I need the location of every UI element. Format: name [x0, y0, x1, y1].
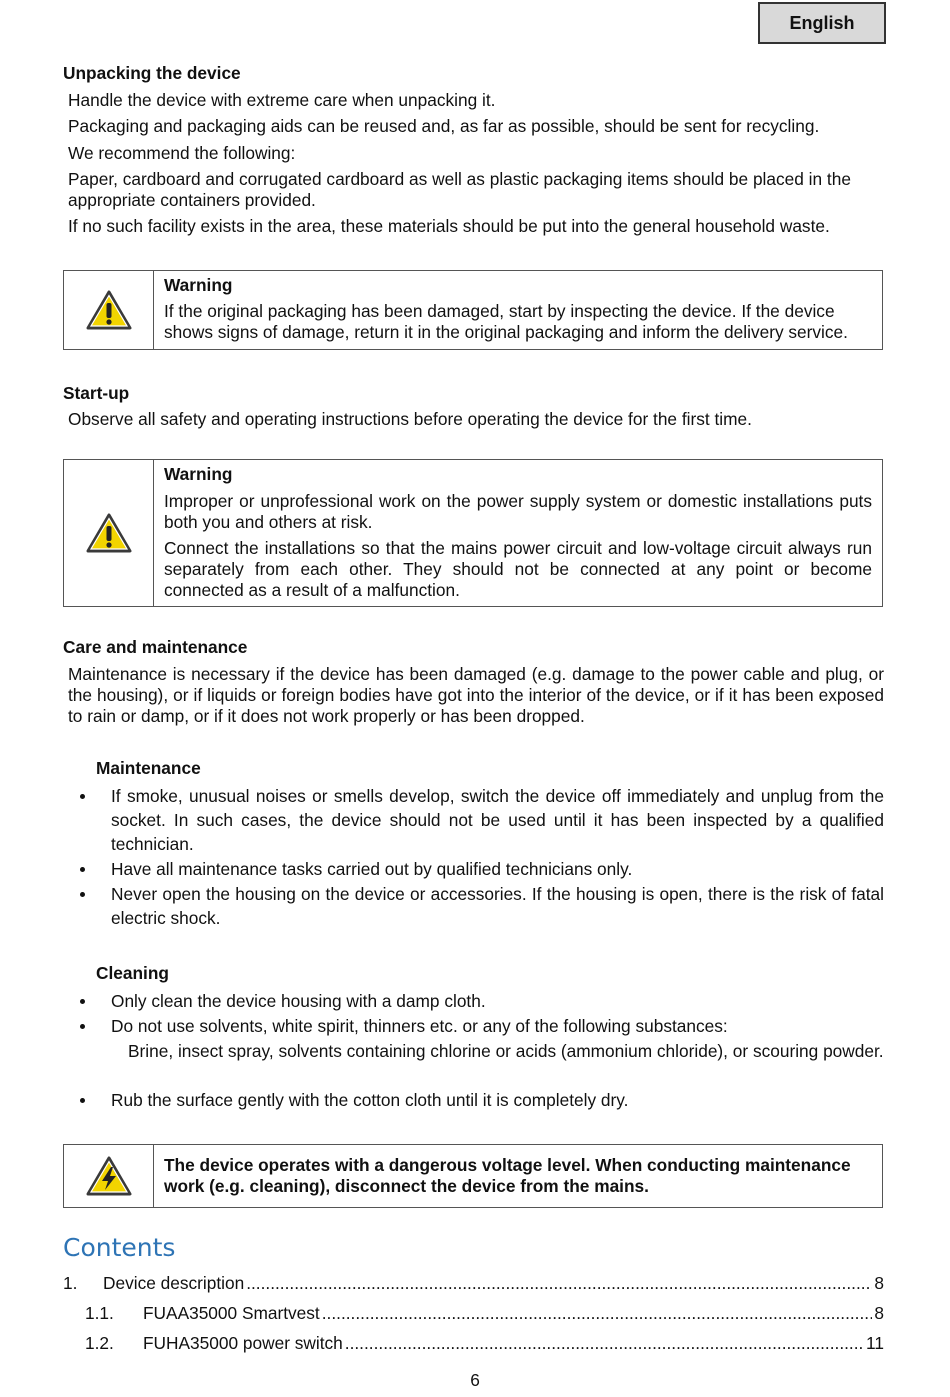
toc-entry-number: 1.2. — [85, 1333, 114, 1353]
list-item: Rub the surface gently with the cotton cloth until it is completely dry. — [68, 1088, 884, 1112]
warning-box-power-supply — [63, 459, 883, 607]
toc-entry[interactable] — [85, 1303, 884, 1324]
list-item: Never open the housing on the device or accessories. If the housing is open, there is the risk of fatal electric shock. — [68, 882, 884, 930]
unpacking-paragraph-1: Handle the device with extreme care when unpacking it. — [68, 90, 496, 110]
warning-text-1: Improper or unprofessional work on the power supply system or domestic installations puts both you and others at risk. — [164, 491, 872, 532]
toc-entry-page: 11 — [866, 1333, 884, 1353]
warning-icon-cell — [64, 460, 154, 606]
list-item: If smoke, unusual noises or smells develop, switch the device off immediately and unplug from the socket. In such cases, the device should not be used until it has been inspected by a qualified technician. — [68, 784, 884, 856]
toc-entry-label: Device description — [103, 1273, 245, 1293]
high-voltage-icon — [85, 1155, 133, 1197]
warning-triangle-icon — [85, 289, 133, 331]
cleaning-list-continued — [68, 1088, 884, 1113]
voltage-warning-text: The device operates with a dangerous voltage level. When conducting maintenance work (e.g. cleaning), disconnect the device from the mains. — [164, 1155, 851, 1196]
unpacking-paragraph-4: Paper, cardboard and corrugated cardboard as well as plastic packaging items should be placed in the appropriate containers provided. — [68, 169, 851, 210]
startup-paragraph: Observe all safety and operating instructions before operating the device for the first time. — [68, 409, 752, 429]
care-heading: Care and maintenance — [63, 637, 248, 657]
warning-title: Warning — [164, 464, 233, 484]
care-paragraph: Maintenance is necessary if the device has been damaged (e.g. damage to the power cable and plug, or the housing), or if liquids or foreign bodies have got into the interior of the device, or if it has been exposed to rain or damp, or if it does not work properly or has been dropped. — [68, 664, 884, 726]
cleaning-list — [68, 989, 884, 1039]
page-number: 6 — [470, 1370, 480, 1390]
toc-entry-label: FUHA35000 power switch — [143, 1333, 343, 1353]
unpacking-paragraph-2: Packaging and packaging aids can be reused and, as far as possible, should be sent for recycling. — [68, 116, 820, 136]
unpacking-heading: Unpacking the device — [63, 63, 241, 83]
toc-dot-leader — [345, 1333, 864, 1354]
toc-entry[interactable] — [63, 1273, 884, 1294]
toc-entry-label: FUAA35000 Smartvest — [143, 1303, 320, 1323]
toc-dot-leader — [246, 1273, 872, 1294]
warning-icon-cell — [64, 271, 154, 349]
warning-title: Warning — [164, 275, 233, 295]
startup-heading: Start-up — [63, 383, 130, 403]
toc-entry-number: 1. — [63, 1273, 78, 1293]
toc-dot-leader — [322, 1303, 873, 1324]
toc-entry-page: 8 — [874, 1273, 884, 1293]
toc-entry-page: 8 — [874, 1303, 884, 1323]
language-tab: English — [758, 2, 886, 44]
unpacking-paragraph-5: If no such facility exists in the area, these materials should be put into the general household waste. — [68, 216, 830, 236]
warning-icon-cell — [64, 1145, 154, 1207]
cleaning-substances-note: Brine, insect spray, solvents containing chlorine or acids (ammonium chloride), or scouring powder. — [128, 1041, 884, 1061]
maintenance-heading: Maintenance — [96, 758, 201, 778]
list-item: Only clean the device housing with a damp cloth. — [68, 989, 884, 1013]
warning-text-2: Connect the installations so that the mains power circuit and low-voltage circuit always run separately from each other. They should not be connected at any point or become connected as a result of a malfunction. — [164, 538, 872, 600]
warning-triangle-icon — [85, 512, 133, 554]
toc-entry-number: 1.1. — [85, 1303, 114, 1323]
warning-text: If the original packaging has been damaged, start by inspecting the device. If the device shows signs of damage, return it in the original packaging and inform the delivery service. — [164, 301, 848, 342]
toc-entry[interactable] — [85, 1333, 884, 1354]
cleaning-heading: Cleaning — [96, 963, 169, 983]
voltage-warning-box — [63, 1144, 883, 1208]
maintenance-list — [68, 784, 884, 931]
unpacking-paragraph-3: We recommend the following: — [68, 143, 296, 163]
list-item: Have all maintenance tasks carried out by qualified technicians only. — [68, 857, 884, 881]
list-item: Do not use solvents, white spirit, thinners etc. or any of the following substances: — [68, 1014, 884, 1038]
contents-title: Contents — [63, 1233, 176, 1262]
warning-box-packaging — [63, 270, 883, 350]
